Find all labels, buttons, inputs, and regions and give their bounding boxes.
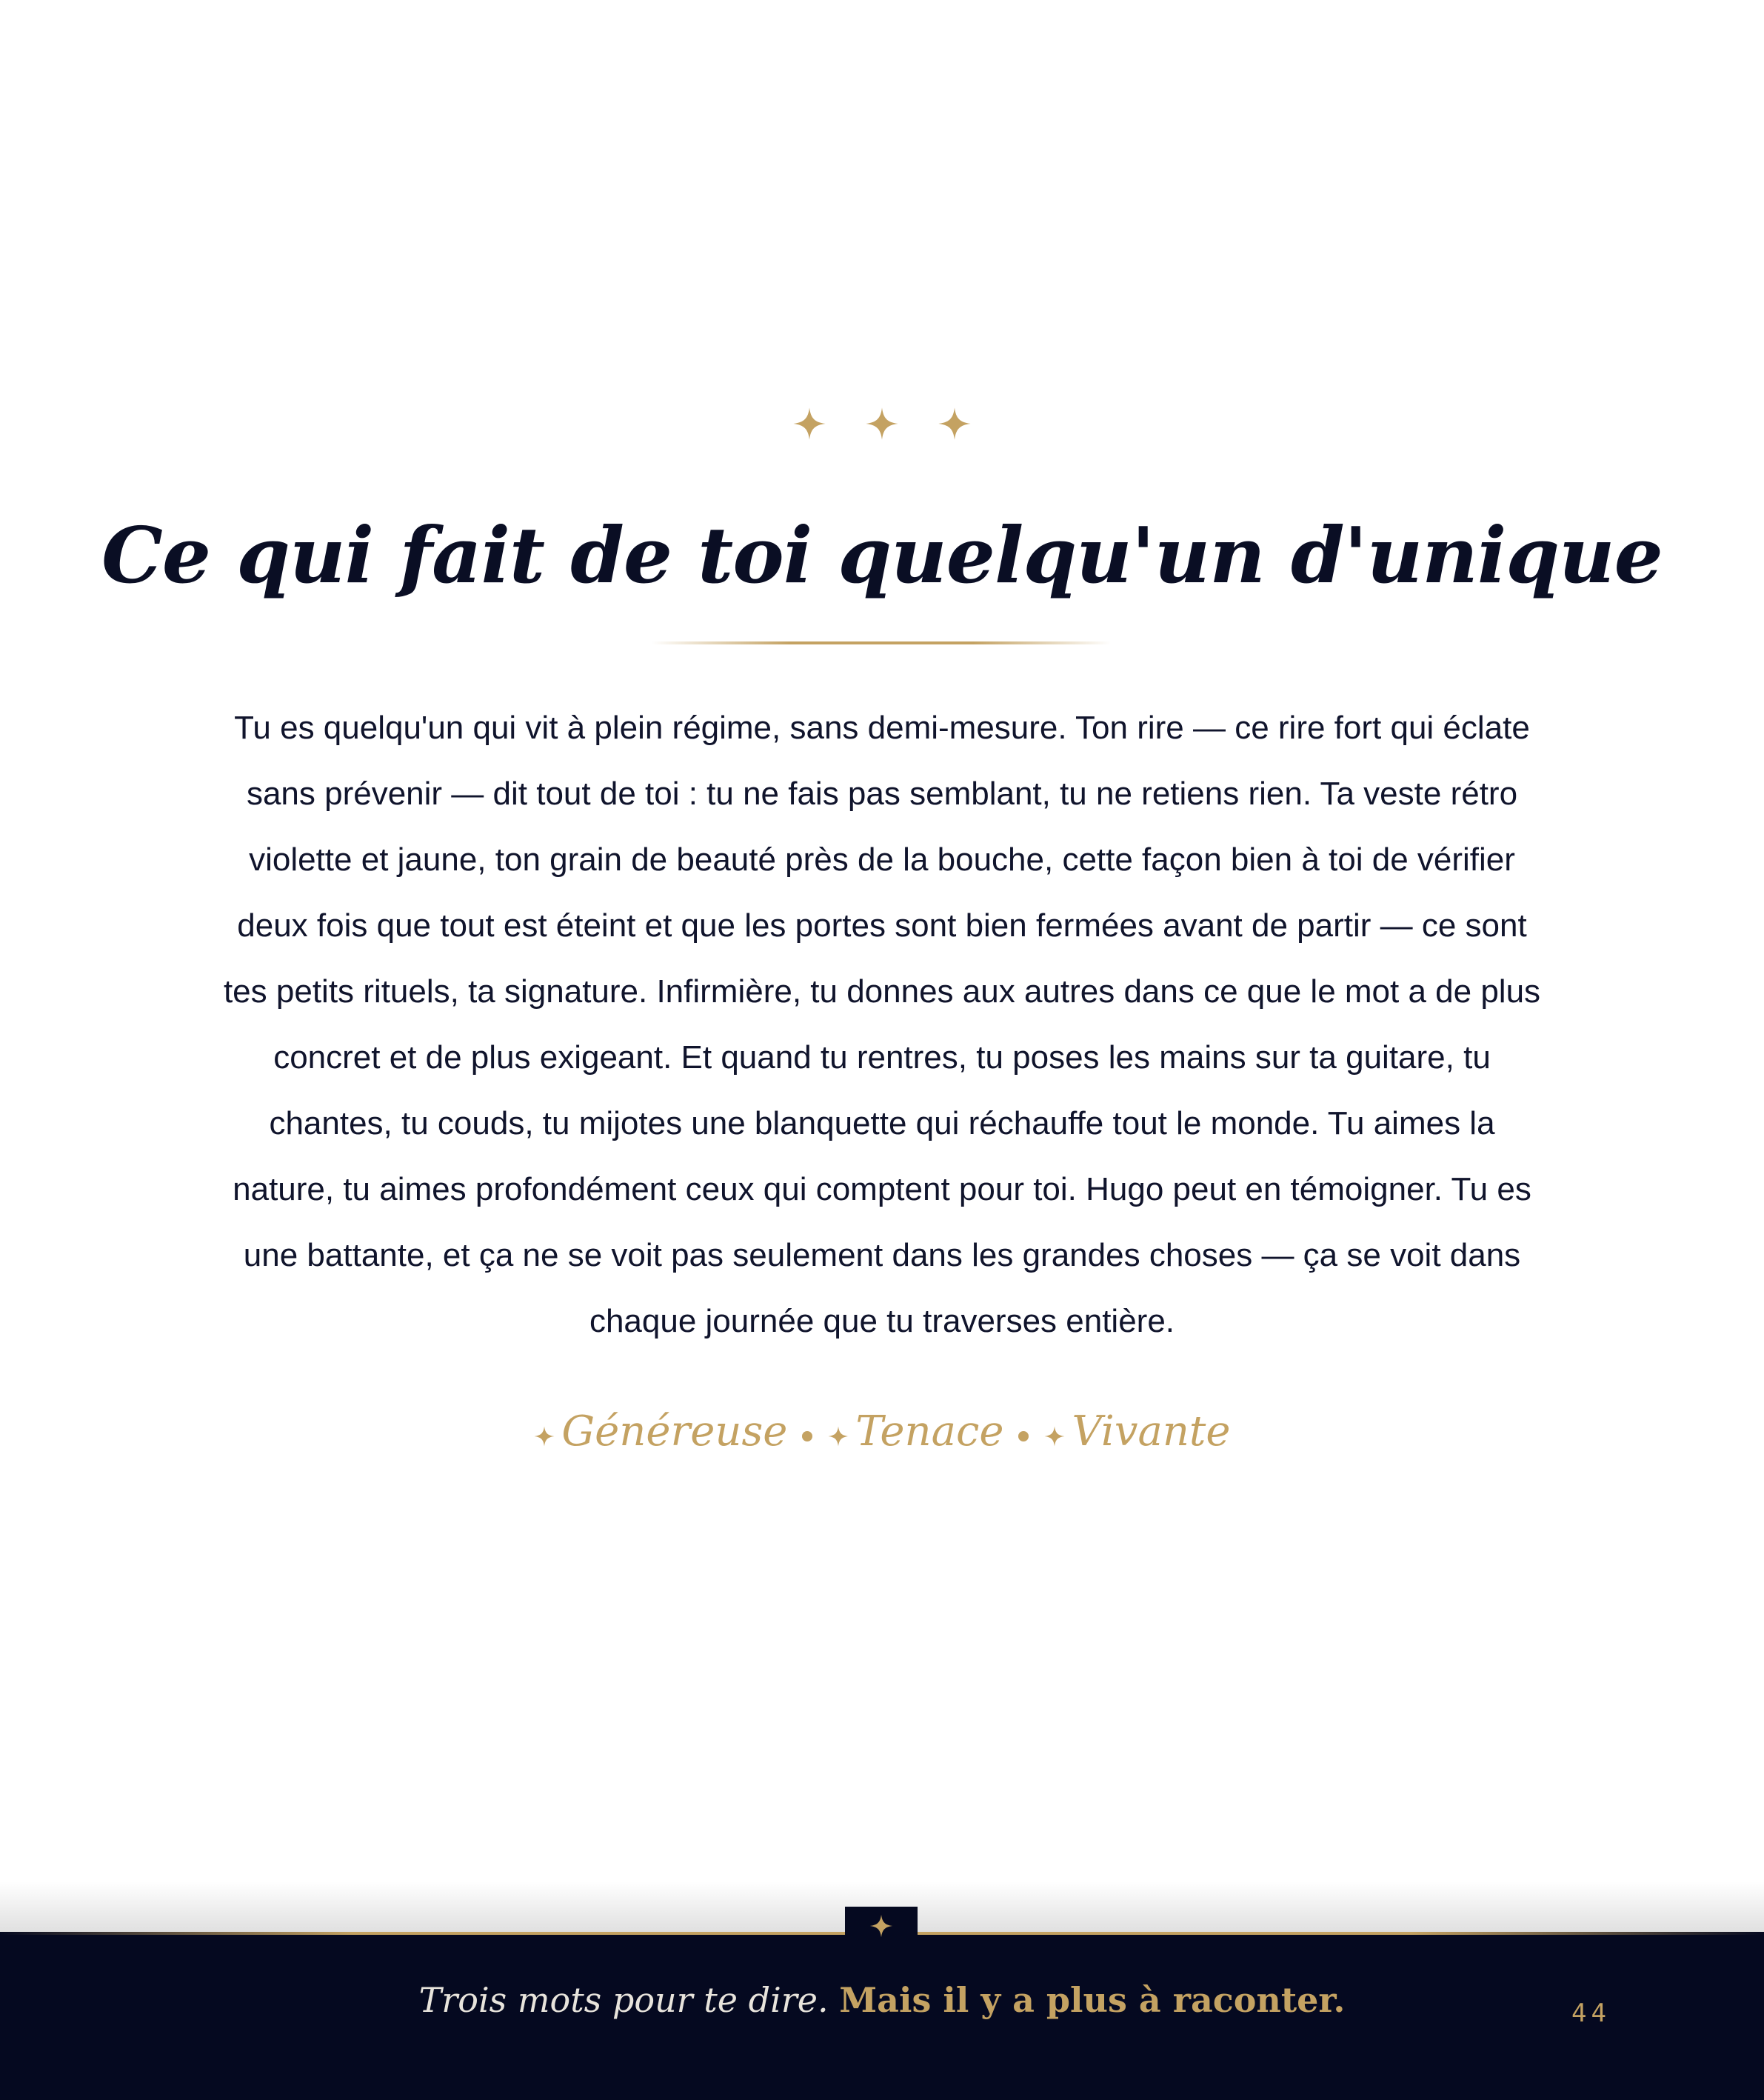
trait-label: Tenace	[855, 1407, 1004, 1456]
four-point-star-icon	[533, 1425, 555, 1447]
footer-tagline	[0, 1976, 1764, 2024]
body-paragraph: Tu es quelqu'un qui vit à plein régime, sans demi-mesure. Ton rire — ce rire fort qui éclate sans prévenir — dit tout de toi : tu ne fais pas semblant, tu ne retiens rien. Ta veste rétro violette et jaune, ton grain de beauté près de la bouche, cette façon bien à toi de vérifier deux fois que tout est éteint et que les portes sont bien fermées avant de partir — ce sont tes petits rituels, ta signature. Infirmière, tu donnes aux autres dans ce que le mot a de plus concret et de plus exigeant. Et quand tu rentres, tu poses les mains sur ta guitare, tu chantes, tu couds, tu mijotes une blanquette qui réchauffe tout le monde. Tu aimes la nature, tu aimes profondément ceux qui comptent pour toi. Hugo peut en témoigner. Tu es une battante, et ça ne se voit pas seulement dans les grandes choses — ça se voit dans chaque journée que tu traverses entière.	[223, 710, 1541, 1339]
page-number: 44	[1571, 1999, 1611, 2028]
ornament-stars	[0, 406, 1764, 441]
traits-list	[0, 1407, 1764, 1456]
trait-label: Généreuse	[561, 1407, 788, 1456]
footer-tagline-lead: Trois mots pour te dire.	[418, 1980, 829, 2020]
four-point-star-icon	[869, 1913, 894, 1939]
page-title: Ce qui fait de toi quelqu'un d'unique	[101, 510, 1663, 601]
four-point-star-icon	[864, 406, 900, 441]
footer-tagline-accent: Mais il y a plus à raconter.	[839, 1980, 1346, 2020]
four-point-star-icon	[792, 406, 827, 441]
trait-item	[1043, 1407, 1230, 1456]
four-point-star-icon	[937, 406, 972, 441]
trait-item	[827, 1407, 1003, 1456]
trait-label: Vivante	[1072, 1407, 1231, 1456]
footer-badge	[845, 1907, 918, 1945]
bullet-separator	[802, 1431, 812, 1441]
trait-item	[533, 1407, 787, 1456]
bullet-separator	[1018, 1431, 1029, 1441]
four-point-star-icon	[827, 1425, 849, 1447]
four-point-star-icon	[1043, 1425, 1066, 1447]
title-divider	[652, 641, 1111, 644]
